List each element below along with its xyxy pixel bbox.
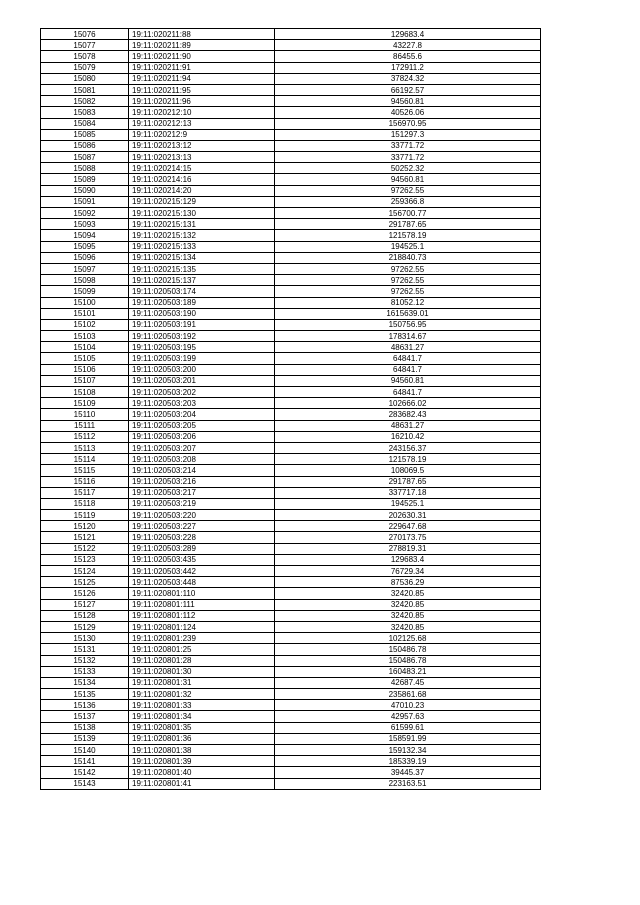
row-number-cell: 15123 — [41, 554, 129, 565]
table-row — [41, 84, 541, 95]
row-number-cell: 15118 — [41, 498, 129, 509]
table-row — [41, 510, 541, 521]
table-row — [41, 655, 541, 666]
cadastral-number-cell: 19:11:020801:36 — [129, 733, 275, 744]
row-number-cell: 15136 — [41, 700, 129, 711]
cadastral-number-cell: 19:11:020801:30 — [129, 666, 275, 677]
row-number-cell: 15142 — [41, 767, 129, 778]
row-number-cell: 15092 — [41, 208, 129, 219]
table-row — [41, 152, 541, 163]
value-cell: 16210.42 — [275, 431, 541, 442]
value-cell: 178314.67 — [275, 331, 541, 342]
cadastral-number-cell: 19:11:020503:191 — [129, 319, 275, 330]
row-number-cell: 15108 — [41, 387, 129, 398]
value-cell: 337717.18 — [275, 487, 541, 498]
value-cell: 97262.55 — [275, 263, 541, 274]
row-number-cell: 15088 — [41, 163, 129, 174]
table-row — [41, 621, 541, 632]
value-cell: 194525.1 — [275, 241, 541, 252]
table-row — [41, 252, 541, 263]
row-number-cell: 15104 — [41, 342, 129, 353]
data-table — [40, 28, 541, 790]
cadastral-number-cell: 19:11:020503:199 — [129, 353, 275, 364]
table-row — [41, 129, 541, 140]
table-row — [41, 498, 541, 509]
row-number-cell: 15139 — [41, 733, 129, 744]
table-row — [41, 756, 541, 767]
value-cell: 129683.4 — [275, 554, 541, 565]
value-cell: 97262.55 — [275, 286, 541, 297]
table-row — [41, 208, 541, 219]
row-number-cell: 15110 — [41, 409, 129, 420]
value-cell: 102125.68 — [275, 633, 541, 644]
table-row — [41, 230, 541, 241]
cadastral-number-cell: 19:11:020801:110 — [129, 588, 275, 599]
value-cell: 33771.72 — [275, 152, 541, 163]
table-row — [41, 599, 541, 610]
value-cell: 229647.68 — [275, 521, 541, 532]
value-cell: 235861.68 — [275, 689, 541, 700]
value-cell: 39445.37 — [275, 767, 541, 778]
value-cell: 160483.21 — [275, 666, 541, 677]
value-cell: 270173.75 — [275, 532, 541, 543]
cadastral-number-cell: 19:11:020503:228 — [129, 532, 275, 543]
row-number-cell: 15128 — [41, 610, 129, 621]
table-row — [41, 140, 541, 151]
value-cell: 32420.85 — [275, 610, 541, 621]
table-row — [41, 174, 541, 185]
value-cell: 87536.29 — [275, 577, 541, 588]
row-number-cell: 15143 — [41, 778, 129, 789]
value-cell: 97262.55 — [275, 185, 541, 196]
value-cell: 278819.31 — [275, 543, 541, 554]
cadastral-number-cell: 19:11:020215:131 — [129, 219, 275, 230]
value-cell: 37824.32 — [275, 73, 541, 84]
cadastral-number-cell: 19:11:020801:39 — [129, 756, 275, 767]
value-cell: 102666.02 — [275, 398, 541, 409]
value-cell: 32420.85 — [275, 588, 541, 599]
row-number-cell: 15090 — [41, 185, 129, 196]
table-row — [41, 364, 541, 375]
row-number-cell: 15140 — [41, 745, 129, 756]
table-row — [41, 465, 541, 476]
table-row — [41, 476, 541, 487]
value-cell: 158591.99 — [275, 733, 541, 744]
row-number-cell: 15098 — [41, 275, 129, 286]
value-cell: 194525.1 — [275, 498, 541, 509]
cadastral-number-cell: 19:11:020503:189 — [129, 297, 275, 308]
cadastral-number-cell: 19:11:020211:90 — [129, 51, 275, 62]
value-cell: 291787.65 — [275, 476, 541, 487]
cadastral-number-cell: 19:11:020801:28 — [129, 655, 275, 666]
cadastral-number-cell: 19:11:020503:190 — [129, 308, 275, 319]
table-row — [41, 353, 541, 364]
row-number-cell: 15079 — [41, 62, 129, 73]
cadastral-number-cell: 19:11:020503:214 — [129, 465, 275, 476]
row-number-cell: 15115 — [41, 465, 129, 476]
value-cell: 243156.37 — [275, 442, 541, 453]
cadastral-number-cell: 19:11:020503:220 — [129, 510, 275, 521]
row-number-cell: 15114 — [41, 454, 129, 465]
cadastral-number-cell: 19:11:020503:174 — [129, 286, 275, 297]
table-row — [41, 722, 541, 733]
table-row — [41, 431, 541, 442]
table-row — [41, 689, 541, 700]
cadastral-number-cell: 19:11:020214:20 — [129, 185, 275, 196]
value-cell: 47010.23 — [275, 700, 541, 711]
value-cell: 150486.78 — [275, 644, 541, 655]
row-number-cell: 15106 — [41, 364, 129, 375]
row-number-cell: 15100 — [41, 297, 129, 308]
table-row — [41, 29, 541, 40]
table-row — [41, 543, 541, 554]
row-number-cell: 15089 — [41, 174, 129, 185]
cadastral-number-cell: 19:11:020503:192 — [129, 331, 275, 342]
table-row — [41, 566, 541, 577]
row-number-cell: 15138 — [41, 722, 129, 733]
value-cell: 129683.4 — [275, 29, 541, 40]
table-row — [41, 778, 541, 789]
table-row — [41, 677, 541, 688]
table-row — [41, 521, 541, 532]
value-cell: 218840.73 — [275, 252, 541, 263]
value-cell: 202630.31 — [275, 510, 541, 521]
table-row — [41, 487, 541, 498]
table-row — [41, 588, 541, 599]
table-row — [41, 387, 541, 398]
value-cell: 50252.32 — [275, 163, 541, 174]
cadastral-number-cell: 19:11:020503:203 — [129, 398, 275, 409]
table-row — [41, 51, 541, 62]
cadastral-number-cell: 19:11:020212:10 — [129, 107, 275, 118]
value-cell: 223163.51 — [275, 778, 541, 789]
cadastral-number-cell: 19:11:020211:88 — [129, 29, 275, 40]
table-row — [41, 96, 541, 107]
cadastral-number-cell: 19:11:020211:96 — [129, 96, 275, 107]
value-cell: 156970.95 — [275, 118, 541, 129]
table-row — [41, 711, 541, 722]
value-cell: 76729.34 — [275, 566, 541, 577]
row-number-cell: 15126 — [41, 588, 129, 599]
row-number-cell: 15107 — [41, 375, 129, 386]
value-cell: 94560.81 — [275, 174, 541, 185]
table-row — [41, 532, 541, 543]
table-row — [41, 700, 541, 711]
table-row — [41, 275, 541, 286]
row-number-cell: 15076 — [41, 29, 129, 40]
table-row — [41, 118, 541, 129]
row-number-cell: 15082 — [41, 96, 129, 107]
table-row — [41, 286, 541, 297]
value-cell: 32420.85 — [275, 599, 541, 610]
cadastral-number-cell: 19:11:020214:15 — [129, 163, 275, 174]
row-number-cell: 15125 — [41, 577, 129, 588]
row-number-cell: 15083 — [41, 107, 129, 118]
table-row — [41, 219, 541, 230]
table-row — [41, 107, 541, 118]
row-number-cell: 15134 — [41, 677, 129, 688]
cadastral-number-cell: 19:11:020503:219 — [129, 498, 275, 509]
table-row — [41, 40, 541, 51]
value-cell: 32420.85 — [275, 621, 541, 632]
cadastral-number-cell: 19:11:020215:132 — [129, 230, 275, 241]
row-number-cell: 15113 — [41, 442, 129, 453]
value-cell: 81052.12 — [275, 297, 541, 308]
value-cell: 40526.06 — [275, 107, 541, 118]
cadastral-number-cell: 19:11:020503:216 — [129, 476, 275, 487]
table-row — [41, 666, 541, 677]
row-number-cell: 15109 — [41, 398, 129, 409]
row-number-cell: 15130 — [41, 633, 129, 644]
value-cell: 94560.81 — [275, 375, 541, 386]
value-cell: 159132.34 — [275, 745, 541, 756]
value-cell: 121578.19 — [275, 230, 541, 241]
value-cell: 259366.8 — [275, 196, 541, 207]
row-number-cell: 15117 — [41, 487, 129, 498]
row-number-cell: 15087 — [41, 152, 129, 163]
value-cell: 150486.78 — [275, 655, 541, 666]
cadastral-number-cell: 19:11:020503:289 — [129, 543, 275, 554]
table-row — [41, 644, 541, 655]
cadastral-number-cell: 19:11:020211:95 — [129, 84, 275, 95]
value-cell: 185339.19 — [275, 756, 541, 767]
value-cell: 43227.8 — [275, 40, 541, 51]
row-number-cell: 15141 — [41, 756, 129, 767]
table-row — [41, 375, 541, 386]
cadastral-number-cell: 19:11:020215:133 — [129, 241, 275, 252]
cadastral-number-cell: 19:11:020213:13 — [129, 152, 275, 163]
value-cell: 33771.72 — [275, 140, 541, 151]
cadastral-number-cell: 19:11:020801:112 — [129, 610, 275, 621]
value-cell: 48631.27 — [275, 420, 541, 431]
value-cell: 61599.61 — [275, 722, 541, 733]
table-row — [41, 73, 541, 84]
cadastral-number-cell: 19:11:020801:25 — [129, 644, 275, 655]
row-number-cell: 15081 — [41, 84, 129, 95]
cadastral-number-cell: 19:11:020212:9 — [129, 129, 275, 140]
row-number-cell: 15124 — [41, 566, 129, 577]
cadastral-number-cell: 19:11:020211:91 — [129, 62, 275, 73]
cadastral-number-cell: 19:11:020801:40 — [129, 767, 275, 778]
table-row — [41, 767, 541, 778]
row-number-cell: 15127 — [41, 599, 129, 610]
row-number-cell: 15086 — [41, 140, 129, 151]
value-cell: 108069.5 — [275, 465, 541, 476]
row-number-cell: 15102 — [41, 319, 129, 330]
cadastral-number-cell: 19:11:020503:200 — [129, 364, 275, 375]
value-cell: 1615639.01 — [275, 308, 541, 319]
row-number-cell: 15121 — [41, 532, 129, 543]
row-number-cell: 15099 — [41, 286, 129, 297]
row-number-cell: 15094 — [41, 230, 129, 241]
value-cell: 172911.2 — [275, 62, 541, 73]
table-row — [41, 319, 541, 330]
table-row — [41, 297, 541, 308]
value-cell: 283682.43 — [275, 409, 541, 420]
cadastral-number-cell: 19:11:020503:442 — [129, 566, 275, 577]
row-number-cell: 15135 — [41, 689, 129, 700]
cadastral-number-cell: 19:11:020215:130 — [129, 208, 275, 219]
value-cell: 291787.65 — [275, 219, 541, 230]
row-number-cell: 15131 — [41, 644, 129, 655]
row-number-cell: 15093 — [41, 219, 129, 230]
value-cell: 64841.7 — [275, 364, 541, 375]
table-row — [41, 308, 541, 319]
row-number-cell: 15103 — [41, 331, 129, 342]
row-number-cell: 15097 — [41, 263, 129, 274]
row-number-cell: 15129 — [41, 621, 129, 632]
cadastral-number-cell: 19:11:020503:202 — [129, 387, 275, 398]
cadastral-number-cell: 19:11:020801:41 — [129, 778, 275, 789]
cadastral-number-cell: 19:11:020801:38 — [129, 745, 275, 756]
value-cell: 121578.19 — [275, 454, 541, 465]
table-row — [41, 331, 541, 342]
cadastral-number-cell: 19:11:020801:239 — [129, 633, 275, 644]
row-number-cell: 15091 — [41, 196, 129, 207]
cadastral-number-cell: 19:11:020214:16 — [129, 174, 275, 185]
cadastral-number-cell: 19:11:020503:204 — [129, 409, 275, 420]
row-number-cell: 15132 — [41, 655, 129, 666]
value-cell: 150756.95 — [275, 319, 541, 330]
row-number-cell: 15096 — [41, 252, 129, 263]
row-number-cell: 15085 — [41, 129, 129, 140]
table-row — [41, 420, 541, 431]
value-cell: 86455.6 — [275, 51, 541, 62]
value-cell: 156700.77 — [275, 208, 541, 219]
cadastral-number-cell: 19:11:020503:208 — [129, 454, 275, 465]
table-row — [41, 554, 541, 565]
value-cell: 64841.7 — [275, 387, 541, 398]
row-number-cell: 15101 — [41, 308, 129, 319]
row-number-cell: 15116 — [41, 476, 129, 487]
table-row — [41, 185, 541, 196]
cadastral-number-cell: 19:11:020503:217 — [129, 487, 275, 498]
row-number-cell: 15095 — [41, 241, 129, 252]
row-number-cell: 15112 — [41, 431, 129, 442]
cadastral-number-cell: 19:11:020211:94 — [129, 73, 275, 84]
cadastral-number-cell: 19:11:020503:448 — [129, 577, 275, 588]
table-row — [41, 733, 541, 744]
table-row — [41, 409, 541, 420]
table-row — [41, 342, 541, 353]
cadastral-number-cell: 19:11:020215:135 — [129, 263, 275, 274]
cadastral-number-cell: 19:11:020801:31 — [129, 677, 275, 688]
table-row — [41, 163, 541, 174]
cadastral-number-cell: 19:11:020212:13 — [129, 118, 275, 129]
row-number-cell: 15080 — [41, 73, 129, 84]
cadastral-number-cell: 19:11:020503:207 — [129, 442, 275, 453]
cadastral-number-cell: 19:11:020801:33 — [129, 700, 275, 711]
table-row — [41, 62, 541, 73]
row-number-cell: 15084 — [41, 118, 129, 129]
row-number-cell: 15120 — [41, 521, 129, 532]
cadastral-number-cell: 19:11:020213:12 — [129, 140, 275, 151]
value-cell: 66192.57 — [275, 84, 541, 95]
cadastral-number-cell: 19:11:020503:435 — [129, 554, 275, 565]
value-cell: 48631.27 — [275, 342, 541, 353]
cadastral-number-cell: 19:11:020503:201 — [129, 375, 275, 386]
row-number-cell: 15137 — [41, 711, 129, 722]
table-row — [41, 610, 541, 621]
cadastral-number-cell: 19:11:020801:124 — [129, 621, 275, 632]
row-number-cell: 15122 — [41, 543, 129, 554]
row-number-cell: 15077 — [41, 40, 129, 51]
table-row — [41, 196, 541, 207]
row-number-cell: 15105 — [41, 353, 129, 364]
cadastral-number-cell: 19:11:020215:137 — [129, 275, 275, 286]
value-cell: 151297.3 — [275, 129, 541, 140]
table-body — [41, 29, 541, 790]
table-row — [41, 454, 541, 465]
row-number-cell: 15133 — [41, 666, 129, 677]
table-row — [41, 577, 541, 588]
cadastral-number-cell: 19:11:020211:89 — [129, 40, 275, 51]
value-cell: 64841.7 — [275, 353, 541, 364]
value-cell: 94560.81 — [275, 96, 541, 107]
cadastral-number-cell: 19:11:020503:206 — [129, 431, 275, 442]
cadastral-number-cell: 19:11:020215:129 — [129, 196, 275, 207]
table-row — [41, 633, 541, 644]
table-row — [41, 398, 541, 409]
table-row — [41, 241, 541, 252]
cadastral-number-cell: 19:11:020801:34 — [129, 711, 275, 722]
table-row — [41, 263, 541, 274]
value-cell: 42687.45 — [275, 677, 541, 688]
value-cell: 42957.63 — [275, 711, 541, 722]
cadastral-number-cell: 19:11:020801:111 — [129, 599, 275, 610]
cadastral-number-cell: 19:11:020503:205 — [129, 420, 275, 431]
cadastral-number-cell: 19:11:020215:134 — [129, 252, 275, 263]
row-number-cell: 15119 — [41, 510, 129, 521]
value-cell: 97262.55 — [275, 275, 541, 286]
cadastral-number-cell: 19:11:020801:35 — [129, 722, 275, 733]
table-row — [41, 442, 541, 453]
cadastral-number-cell: 19:11:020503:195 — [129, 342, 275, 353]
row-number-cell: 15111 — [41, 420, 129, 431]
cadastral-number-cell: 19:11:020801:32 — [129, 689, 275, 700]
row-number-cell: 15078 — [41, 51, 129, 62]
cadastral-number-cell: 19:11:020503:227 — [129, 521, 275, 532]
table-row — [41, 745, 541, 756]
